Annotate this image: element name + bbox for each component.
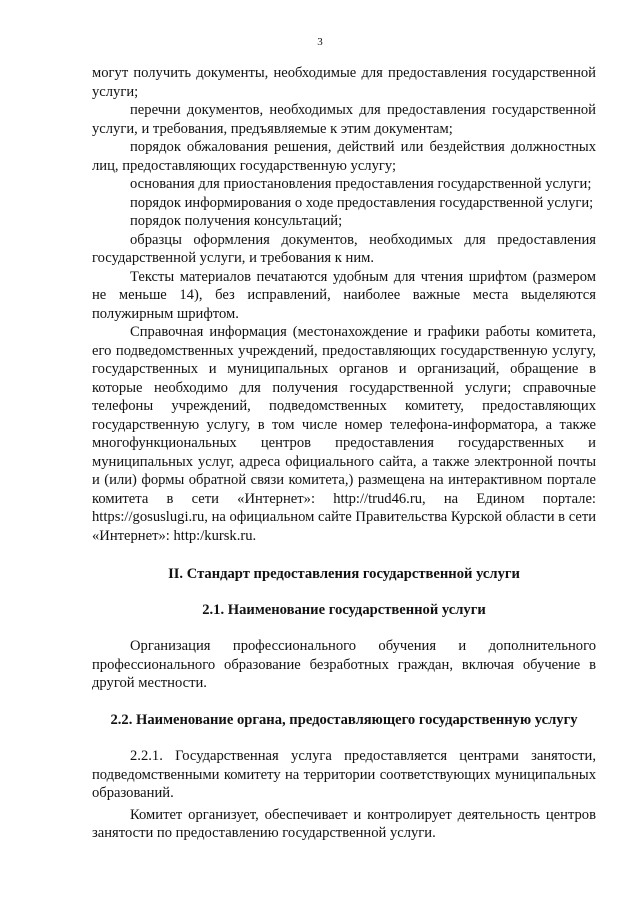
paragraph-list-item: порядок информирования о ходе предоставления государственной услуги; bbox=[130, 194, 594, 211]
paragraph-reference-info: Справочная информация (местонахождение и графики работы комитета, его подведомственных учреждений, предоставляющих государственную услугу, государственных и муниципальных органов и организаций, обращение в которые необходимо для получения государственной услуги; справочные телефоны учреждений, подведомственных комитету, предоставляющих государственную услугу, в том числе номер телефона-информатора, а также многофункциональных центров предоставления государственных и муниципальных услуг, адреса официального сайта, а также электронной почты и (или) формы обратной связи комитета,) размещена на интерактивном портале комитета в сети «Интернет»: http://trud46.ru, на Едином портале: https://gosuslugi.ru, на официальном сайте Правительства Курской области в сети «Интернет»: http:/kursk.ru. bbox=[92, 324, 597, 544]
document-body bbox=[92, 64, 596, 843]
paragraph-font-requirements: Тексты материалов печатаются удобным для чтения шрифтом (размером не меньше 14), без исправлений, наиболее важные места выделяются полужирным шрифтом. bbox=[92, 268, 596, 322]
paragraph-committee: Комитет организует, обеспечивает и контролирует деятельность центров занятости по предоставлению государственной услуги. bbox=[92, 806, 596, 841]
paragraph-list-item: порядок получения консультаций; bbox=[130, 213, 343, 229]
paragraph-2-2-1: 2.2.1. Государственная услуга предоставляется центрами занятости, подведомственными комитету на территории соответствующих муниципальных образований. bbox=[92, 748, 596, 801]
paragraph-service-name: Организация профессионального обучения и дополнительного профессионального образование безработных граждан, включая обучение в другой местности. bbox=[92, 638, 596, 691]
page-number: 3 bbox=[317, 36, 323, 48]
paragraph-continuation: могут получить документы, необходимые для предоставления государственной услуги; bbox=[92, 65, 596, 100]
subsection-heading-2-2: 2.2. Наименование органа, предоставляющего государственную услугу bbox=[110, 711, 578, 728]
paragraph-list-item: порядок обжалования решения, действий или бездействия должностных лиц, предоставляющих государственную услугу; bbox=[92, 139, 596, 174]
paragraph-list-item: образцы оформления документов, необходимых для предоставления государственной услуги, и требования к ним. bbox=[92, 231, 596, 266]
paragraph-list-item: перечни документов, необходимых для предоставления государственной услуги, и требования, предъявляемые к этим документам; bbox=[92, 102, 596, 137]
section-heading: II. Стандарт предоставления государственной услуги bbox=[168, 566, 520, 582]
subsection-heading-2-1: 2.1. Наименование государственной услуги bbox=[202, 601, 486, 618]
paragraph-list-item: основания для приостановления предоставления государственной услуги; bbox=[130, 176, 592, 192]
